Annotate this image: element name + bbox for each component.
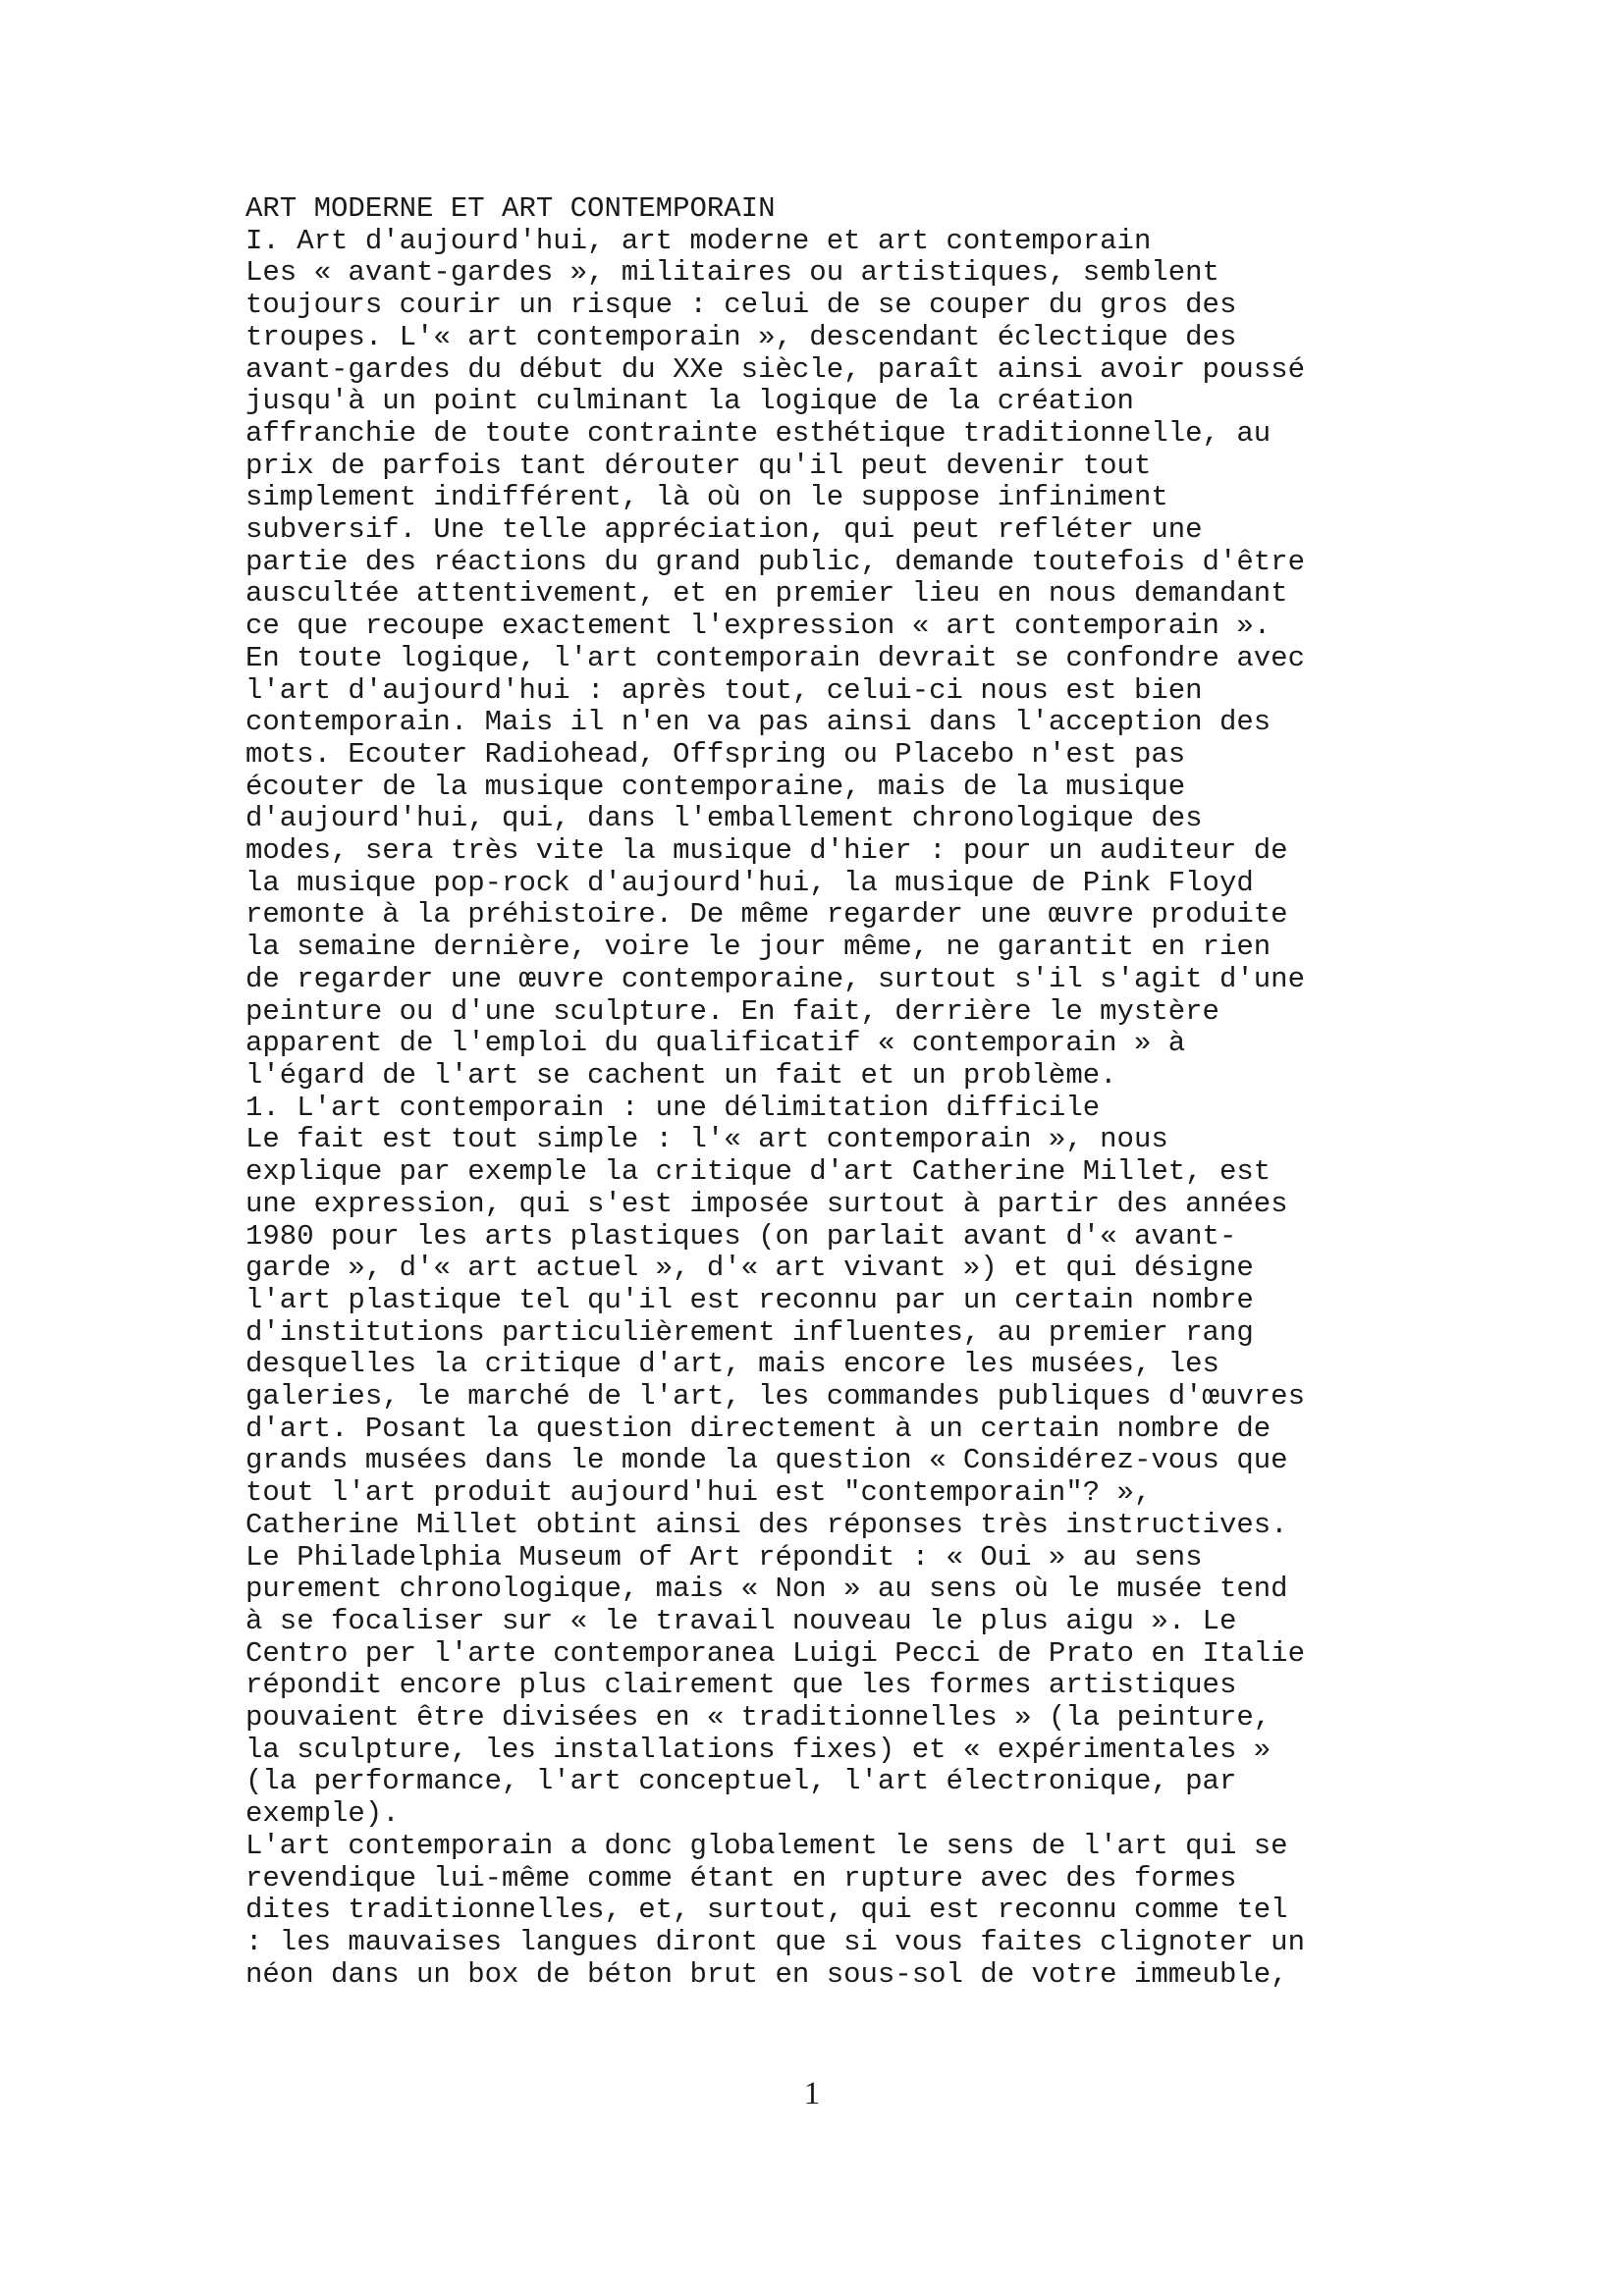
text-line: 1980 pour les arts plastiques (on parlait avant d'« avant- [245, 1219, 1237, 1253]
text-line: de regarder une œuvre contemporaine, surtout s'il s'agit d'une [245, 962, 1305, 995]
text-line: partie des réactions du grand public, demande toutefois d'être [245, 545, 1305, 578]
text-line: simplement indifférent, là où on le suppose infiniment [245, 481, 1168, 514]
text-line: d'aujourd'hui, qui, dans l'emballement chronologique des [245, 802, 1203, 835]
text-line: exemple). [245, 1797, 400, 1831]
text-line: Le Philadelphia Museum of Art répondit : « Oui » au sens [245, 1540, 1203, 1574]
text-line: la semaine dernière, voire le jour même, ne garantit en rien [245, 931, 1272, 964]
text-line: desquelles la critique d'art, mais encore les musées, les [245, 1348, 1219, 1381]
text-line: remonte à la préhistoire. De même regarder une œuvre produite [245, 898, 1288, 932]
text-line: prix de parfois tant dérouter qu'il peut devenir tout [245, 449, 1152, 482]
text-line: grands musées dans le monde la question « Considérez-vous que [245, 1444, 1288, 1477]
text-line: : les mauvaises langues diront que si vous faites clignoter un [245, 1925, 1305, 1958]
text-line: la sculpture, les installations fixes) et « expérimentales » [245, 1733, 1272, 1766]
text-line: une expression, qui s'est imposée surtout à partir des années [245, 1187, 1288, 1220]
subsection-heading: 1. L'art contemporain : une délimitation difficile [245, 1091, 1101, 1124]
text-line: (la performance, l'art conceptuel, l'art électronique, par [245, 1765, 1237, 1798]
text-line: modes, sera très vite la musique d'hier : pour un auditeur de [245, 834, 1288, 868]
text-line: pouvaient être divisées en « traditionnelles » (la peinture, [245, 1701, 1272, 1735]
section-heading: I. Art d'aujourd'hui, art moderne et art contemporain [245, 224, 1152, 257]
page-number: 1 [803, 2076, 821, 2111]
text-line: affranchie de toute contrainte esthétique traditionnelle, au [245, 416, 1272, 450]
text-line: Catherine Millet obtint ainsi des réponses très instructives. [245, 1508, 1288, 1541]
text-line: auscultée attentivement, et en premier lieu en nous demandant [245, 577, 1288, 611]
text-line: Les « avant-gardes », militaires ou artistiques, semblent [245, 256, 1219, 290]
text-line: la musique pop-rock d'aujourd'hui, la musique de Pink Floyd [245, 866, 1254, 899]
document-title: ART MODERNE ET ART CONTEMPORAIN [245, 192, 776, 225]
text-line: L'art contemporain a donc globalement le sens de l'art qui se [245, 1829, 1288, 1862]
text-line: purement chronologique, mais « Non » au sens où le musée tend [245, 1573, 1288, 1606]
text-line: d'institutions particulièrement influentes, au premier rang [245, 1315, 1254, 1349]
text-line: ce que recoupe exactement l'expression « art contemporain ». [245, 610, 1272, 643]
text-line: En toute logique, l'art contemporain devrait se confondre avec [245, 641, 1305, 674]
text-line: revendique lui-même comme étant en rupture avec des formes [245, 1861, 1237, 1895]
text-line: jusqu'à un point culminant la logique de la création [245, 385, 1134, 418]
text-line: l'égard de l'art se cachent un fait et un problème. [245, 1058, 1117, 1092]
text-line: l'art d'aujourd'hui : après tout, celui-ci nous est bien [245, 673, 1203, 707]
text-line: troupes. L'« art contemporain », descendant éclectique des [245, 320, 1237, 353]
text-line: apparent de l'emploi du qualificatif « contemporain » à [245, 1027, 1186, 1060]
text-line: subversif. Une telle appréciation, qui peut refléter une [245, 513, 1203, 547]
text-line: garde », d'« art actuel », d'« art vivant ») et qui désigne [245, 1252, 1254, 1285]
text-line: mots. Ecouter Radiohead, Offspring ou Placebo n'est pas [245, 737, 1186, 771]
text-line: Centro per l'arte contemporanea Luigi Pecci de Prato en Italie [245, 1636, 1305, 1670]
text-line: toujours courir un risque : celui de se couper du gros des [245, 289, 1237, 322]
text-line: avant-gardes du début du XXe siècle, paraît ainsi avoir poussé [245, 352, 1305, 386]
text-line: l'art plastique tel qu'il est reconnu par un certain nombre [245, 1283, 1254, 1316]
text-line: néon dans un box de béton brut en sous-sol de votre immeuble, [245, 1957, 1288, 1991]
text-line: galeries, le marché de l'art, les commandes publiques d'œuvres [245, 1380, 1305, 1414]
text-line: dites traditionnelles, et, surtout, qui est reconnu comme tel [245, 1894, 1288, 1927]
text-line: répondit encore plus clairement que les formes artistiques [245, 1669, 1237, 1702]
body-text [245, 193, 1384, 1991]
text-line: contemporain. Mais il n'en va pas ainsi dans l'acception des [245, 706, 1272, 739]
text-line: écouter de la musique contemporaine, mais de la musique [245, 770, 1186, 803]
text-line: d'art. Posant la question directement à un certain nombre de [245, 1412, 1272, 1445]
text-line: tout l'art produit aujourd'hui est "contemporain"? », [245, 1476, 1152, 1510]
text-line: peinture ou d'une sculpture. En fait, derrière le mystère [245, 994, 1219, 1028]
text-line: Le fait est tout simple : l'« art contemporain », nous [245, 1123, 1168, 1156]
text-line: explique par exemple la critique d'art Catherine Millet, est [245, 1155, 1272, 1189]
text-line: à se focaliser sur « le travail nouveau le plus aigu ». Le [245, 1604, 1237, 1637]
